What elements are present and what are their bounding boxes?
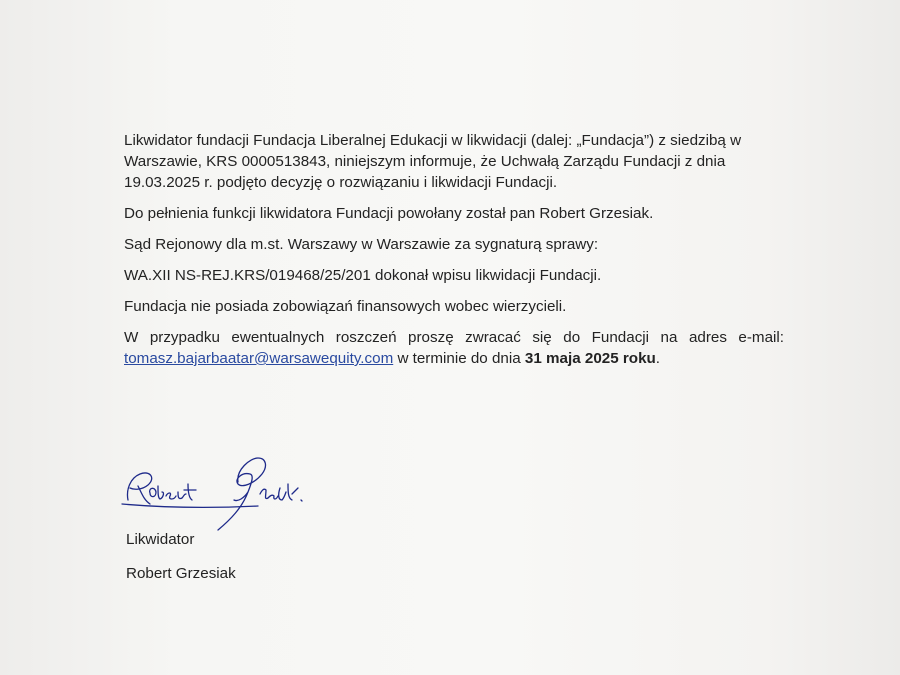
case-paragraph: WA.XII NS-REJ.KRS/019468/25/201 dokonał wpisu likwidacji Fundacji.: [124, 267, 602, 284]
handwritten-signature: [118, 448, 318, 538]
contact-email-link[interactable]: tomasz.bajarbaatar@warsawequity.com: [124, 350, 394, 367]
signatory-name: Robert Grzesiak: [126, 565, 236, 582]
court-paragraph: Sąd Rejonowy dla m.st. Warszawy w Warszawie za sygnaturą sprawy:: [124, 236, 599, 253]
no-liabilities-paragraph: Fundacja nie posiada zobowiązań finansowych wobec wierzycieli.: [124, 298, 567, 315]
letter-body: [124, 130, 784, 379]
claims-deadline: 31 maja 2025 roku: [524, 350, 656, 367]
claims-paragraph: [124, 327, 784, 369]
signatory-title: Likwidator: [126, 531, 195, 548]
intro-paragraph: Likwidator fundacji Fundacja Liberalnej Edukacji w likwidacji (dalej: „Fundacja”) z siedzibą w Warszawie, KRS 0000513843, niniejszym informuje, że Uchwałą Zarządu Fundacji z dnia 19.03.2025 r. podjęto decyzję o rozwiązaniu i likwidacji Fundacji.: [124, 132, 742, 191]
liquidator-appointment-paragraph: Do pełnienia funkcji likwidatora Fundacji powołany został pan Robert Grzesiak.: [124, 205, 654, 222]
claims-prefix-text: W przypadku ewentualnych roszczeń proszę zwracać się do Fundacji na adres e-mail:: [124, 329, 784, 346]
claims-middle-text: w terminie do dnia: [393, 350, 525, 367]
claims-suffix-text: .: [655, 350, 661, 367]
